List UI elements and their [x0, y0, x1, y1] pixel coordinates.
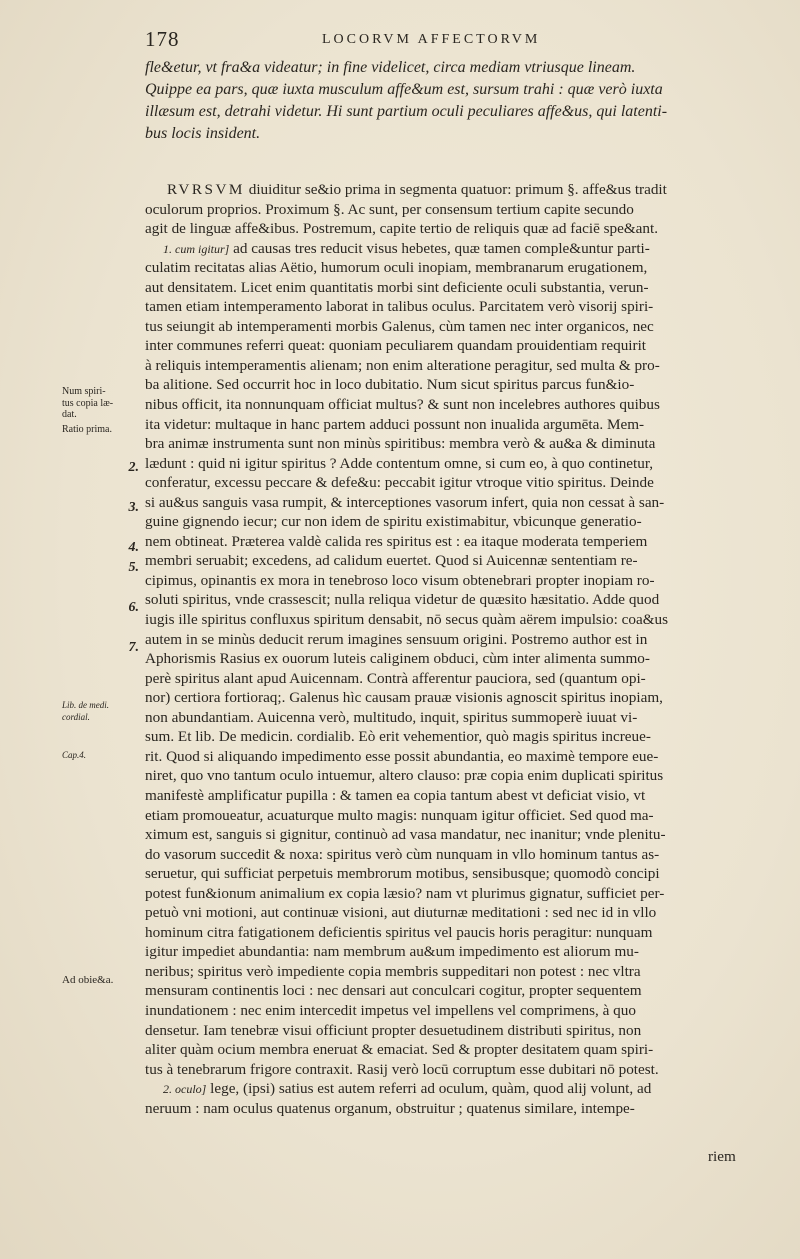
- text-line: manifestè amplificatur pupilla : & tamen ea copia tantum abest vt deficiat visio, vt: [145, 786, 646, 804]
- text-line: lædunt : quid ni igitur spiritus ? Adde contentum omne, si cum eo, à quo continetur,: [145, 454, 654, 472]
- text-line: sum. Et lib. De medicin. cordialib. Eò erit vehementior, quò magis spiritus increue-: [145, 728, 651, 746]
- text-line: igitur impediet abundantia: nam membrum au&um impedimento est aliorum mu-: [145, 943, 639, 961]
- text-line: oculorum proprios. Proximum §. Ac sunt, per consensum tertium capite secundo: [145, 200, 634, 218]
- side-note-line: tus copia læ-: [62, 397, 114, 409]
- text-line: ita videtur: multaque in hanc partem adduci possunt non inualida argumēta. Mem-: [145, 415, 645, 433]
- margin-number: 5.: [128, 560, 139, 575]
- margin-number: 2.: [128, 460, 139, 475]
- text-line: autem in se minùs deducit rerum imagines sensuum origini. Postremo author est in: [145, 630, 648, 648]
- text-line: neruum : nam oculus quatenus organum, obstruitur ; quatenus similare, intempe-: [145, 1099, 635, 1117]
- side-note-lib-de-medic: [62, 700, 140, 723]
- text-line: ba alitione. Sed occurrit hoc in loco dubitatio. Num sicut spiritus parcus fun&io-: [145, 376, 635, 394]
- text-line: illæsum est, detrahi videtur. Hi sunt partium oculi peculiares affe&us, qui latenti-: [145, 103, 668, 120]
- text-line: petuò vni motioni, aut continuæ visioni, aut diuturnæ meditationi : sed nec id in vllo: [145, 904, 657, 922]
- text-line: bus locis insident.: [145, 125, 261, 142]
- text-line: agit de linguæ affe&ibus. Postremum, capite tertio de reliquis quæ ad faciē spe&ant.: [145, 220, 659, 238]
- text-line: nor) certiora fortioraq;. Galenus hìc causam prauæ visionis agnoscit spiritus inopiam,: [145, 689, 663, 707]
- text-line: tus seiungit ab intemperamenti morbis Galenus, cùm tamen nec inter organicos, nec: [145, 317, 654, 335]
- text-line: Aphorismis Rasius ex ouorum luteis caliginem obduci, cùm inter alimenta summo-: [145, 650, 650, 668]
- side-note-ad-obiecta: [62, 975, 140, 987]
- lemma: 1. cum igitur]: [163, 241, 230, 256]
- text-line: conferatur, excessu peccare & defe&u: peccabit igitur vtroque vitio spiritus. Deinde: [145, 474, 654, 492]
- text-span: ad causas tres reducit visus hebetes, quæ tamen comple&untur parti-: [233, 239, 650, 257]
- text-line: [145, 1079, 765, 1099]
- text-span: diuiditur se&io prima in segmenta quatuor: primum §. affe&us tradit: [248, 181, 667, 198]
- text-line: potest fun&ionum animalium ex copia læsio? nam vt plurimus gignatur, sufficiet per-: [145, 884, 665, 902]
- text-line: nem obtineat. Præterea valdè calida res spiritus est : ea itaque moderata temperiem: [145, 532, 648, 550]
- text-line: neribus; spiritus verò impediente copia membris suppeditari non potest : nec vltra: [145, 962, 641, 980]
- side-note-line: Lib. de medi.: [62, 700, 109, 710]
- text-line: Quippe ea pars, quæ iuxta musculum affe&um est, sursum trahi : quæ verò iuxta: [145, 81, 663, 98]
- text-line: non abundantiam. Auicenna verò, multitudo, inquit, spiritus summoperè iuuat vi-: [145, 708, 638, 726]
- side-note-cap-4: [62, 750, 140, 762]
- side-note-line: Num spiri-: [62, 386, 106, 397]
- text-line: culatim recitatas alias Aëtio, humorum oculi inopiam, membranarum erugationem,: [145, 259, 648, 277]
- text-line: inter communes referri queat: quoniam peculiarem quandam prouidentiam requirit: [145, 337, 647, 355]
- text-line: rit. Quod si aliquando impedimento esse possit abundantia, eo maximè tempore eue-: [145, 747, 659, 765]
- side-note-line: dat.: [62, 409, 77, 420]
- side-note-line: cordial.: [62, 711, 90, 722]
- text-line: do vasorum succedit & noxa: spiritus verò cùm nunquam in vllo hominum tantus as-: [145, 845, 660, 863]
- text-line: aliter quàm ocium membra eneruat & emaciat. Sed & propter desitatem quam spiri-: [145, 1041, 654, 1059]
- text-line: [145, 180, 765, 200]
- text-line: soluti spiritus, vnde crassescit; nulla reliqua videtur de quæsito hæsitatio. Adde quod: [145, 591, 660, 609]
- text-line: etiam promoueatur, acuaturque multo magis: nunquam igitur officiet. Sed quod ma-: [145, 806, 654, 824]
- margin-number: 7.: [128, 640, 139, 655]
- margin-number: 6.: [128, 600, 139, 615]
- side-note-line: Cap.4.: [62, 750, 87, 760]
- text-line: tus à tenebrarum frigore contraxit. Rasij verò locū corruptum esse dubitari nō potest.: [145, 1060, 659, 1078]
- text-line: hominum citra fatigationem deficientis spiritus vel paucis horis peragitur: nunquam: [145, 923, 653, 941]
- lemma: 2. oculo]: [163, 1082, 207, 1097]
- side-note-ratio-prima: [62, 424, 140, 436]
- margin-number: 4.: [128, 540, 139, 555]
- text-line: membri seruabit; excedens, ad calidum euertet. Quod si Auicennæ sententiam re-: [145, 552, 638, 570]
- text-line: iugis ille spiritus confluxus spiritum densabit, nō secus quàm aërem impulsio: coa&us: [145, 611, 669, 629]
- text-line: [145, 239, 765, 259]
- text-line: perè spiritus alant apud Auicennam. Contrà afferentur pauciora, sed (quantum opi-: [145, 669, 646, 687]
- text-line: ximum est, sanguis si gignitur, continuò ad vasa mandatur, nec inanitur; vnde plenitu-: [145, 826, 666, 844]
- margin-number: 3.: [128, 500, 139, 515]
- text-line: aut densitatem. Licet enim quantitatis morbi sint deficiente oculi substantia, verun-: [145, 278, 649, 296]
- commentary-text: [145, 180, 765, 1118]
- text-line: seruetur, qui sufficiat perpetuis membrorum motibus, sensibusque; quomodò concipi: [145, 865, 660, 883]
- catchword: riem: [708, 1148, 736, 1165]
- text-line: mensuram continentis loci : nec densari aut conculcari cogitur, propter sequentem: [145, 982, 642, 1000]
- text-line: si au&us sanguis vasa rumpit, & interceptiones vasorum infert, quia non cessat à san-: [145, 493, 665, 511]
- text-line: fle&etur, vt fra&a videatur; in fine videlicet, circa mediam vtriusque lineam.: [145, 59, 636, 76]
- side-note-num-spiritus: [62, 386, 140, 421]
- text-line: cipimus, opinantis ex mora in tenebroso loco visum obtenebrari propter inopiam ro-: [145, 571, 655, 589]
- text-line: inundationem : nec enim intercedit impetus vel impellens vel comprimens, à quo: [145, 1001, 636, 1019]
- text-line: bra animæ instrumenta sunt non minùs spiritibus: membra verò & au&a & diminuta: [145, 435, 656, 453]
- text-line: niret, quo vno tantum oculo intuemur, altero clauso: præ copia enim duplicati spiritus: [145, 767, 664, 785]
- text-span: lege, (ipsi) satius est autem referri ad oculum, quàm, quod alij volunt, ad: [210, 1080, 652, 1098]
- text-line: à reliquis intemperamentis alienam; non enim alteratione peragitur, sed multa & pro-: [145, 356, 660, 374]
- page-number: 178: [145, 27, 180, 51]
- side-note-line: Ratio prima.: [62, 424, 112, 435]
- text-line: nibus officit, ita nonnunquam officiat multus? & sunt non incelebres authores quibus: [145, 396, 660, 414]
- text-line: densetur. Iam tenebræ visui officiunt propter desuetudinem distributi spiritus, non: [145, 1021, 642, 1039]
- text-line: guine gignendo iecur; cur non idem de spiritu existimabitur, vbicunque generatio-: [145, 513, 642, 531]
- running-head: LOCORVM AFFECTORVM: [322, 32, 541, 47]
- intro-italic-paragraph: [145, 57, 775, 145]
- opening-word: RVRSVM: [167, 181, 245, 198]
- side-note-line: Ad obie&a.: [62, 974, 114, 986]
- text-line: tamen etiam intemperamento laborat in talibus oculus. Parcitatem verò visorij spiri-: [145, 298, 654, 316]
